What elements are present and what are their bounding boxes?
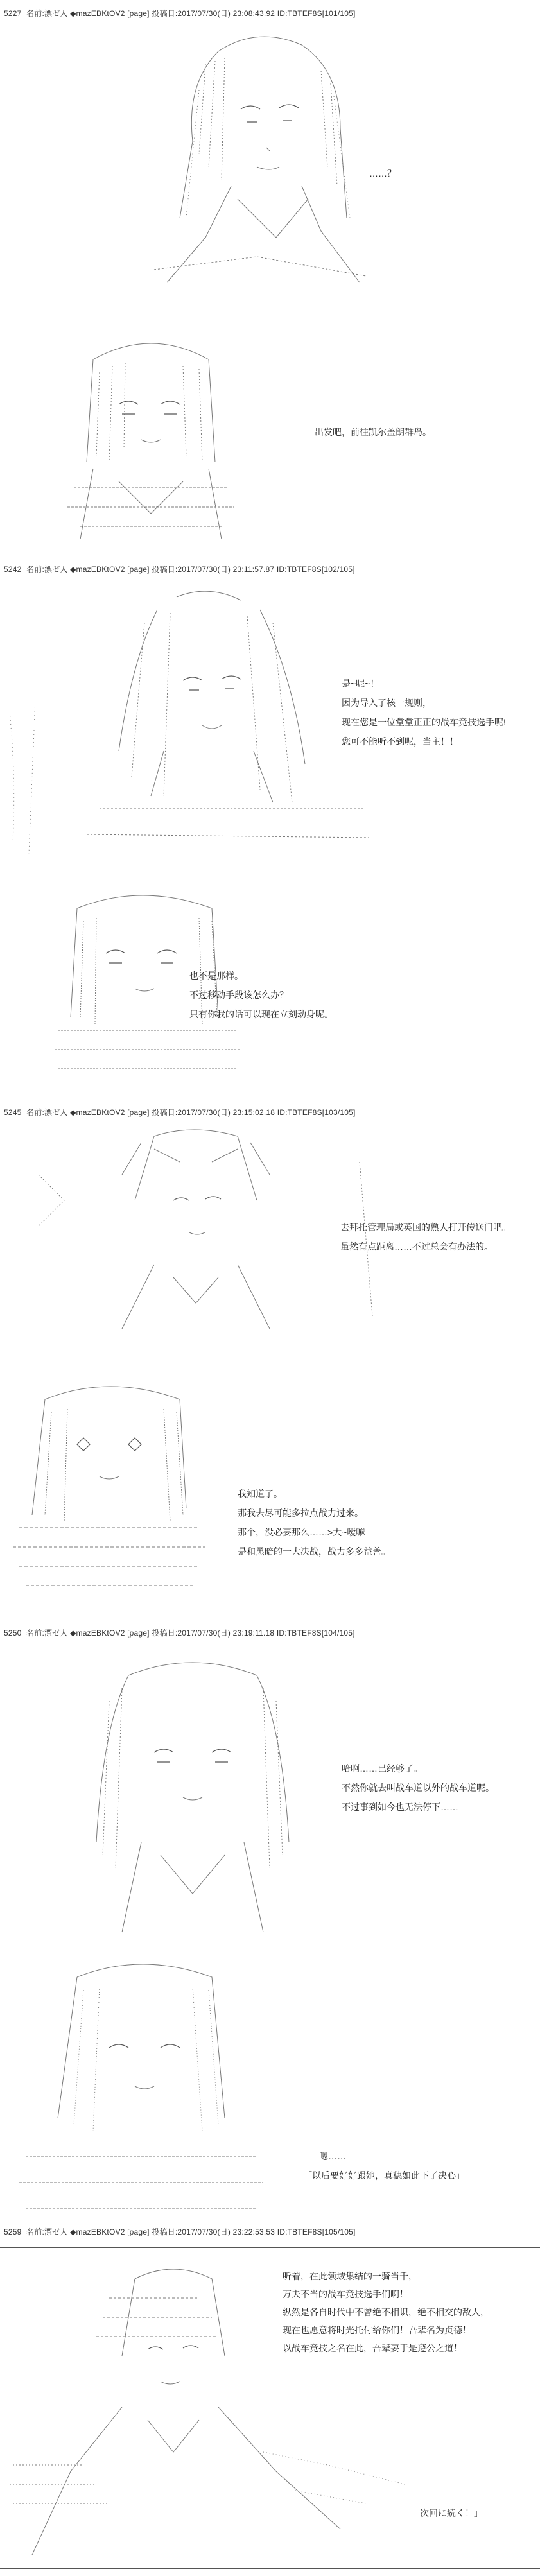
ascii-art-character-maid — [3, 584, 376, 860]
dialog-block — [315, 422, 431, 442]
page-link[interactable]: [page] — [127, 2227, 150, 2236]
dialog-block — [411, 2503, 483, 2523]
post-name-label: 名前: — [26, 565, 44, 574]
dialog-line: 只有你我的话可以现在立刻动身呢。 — [189, 1009, 333, 1019]
post-header — [4, 1107, 356, 1118]
post-number: 5242 — [4, 565, 22, 574]
dialog-block — [283, 2267, 489, 2357]
ascii-art-character-girl — [55, 334, 247, 539]
post-progress: [103/105] — [322, 1108, 356, 1117]
post-name-label: 名前: — [26, 9, 44, 18]
dialog-line: 是和黑暗的一大决战，战力多多益善。 — [238, 1546, 390, 1557]
dialog-line: 出发吧，前往凯尔盖朗群岛。 — [315, 427, 431, 437]
dialog-line: 听着，在此领域集结的一骑当千， — [283, 2271, 417, 2281]
post-author: 漂ゼ人 ◆mazEBKtOV2 — [44, 1629, 125, 1638]
dialog-line: ……？ — [369, 168, 396, 178]
post-header — [4, 8, 356, 19]
post-author: 漂ゼ人 ◆mazEBKtOV2 — [44, 9, 125, 18]
post-progress: [105/105] — [322, 2227, 356, 2236]
dialog-line: 不过事到如今也无法停下…… — [342, 1802, 458, 1812]
dialog-line: 万夫不当的战车竞技选手们啊！ — [283, 2289, 408, 2299]
post-number: 5250 — [4, 1629, 22, 1638]
dialog-block — [369, 164, 396, 183]
post-header — [4, 1627, 355, 1638]
post-number: 5259 — [4, 2227, 22, 2236]
post-author: 漂ゼ人 ◆mazEBKtOV2 — [44, 1108, 125, 1117]
section-divider — [0, 2247, 540, 2248]
post-progress: [104/105] — [321, 1629, 355, 1638]
page-link[interactable]: [page] — [127, 1108, 150, 1117]
post-date: 投稿日:2017/07/30(日) 23:15:02.18 — [152, 1108, 275, 1117]
dialog-block — [342, 1759, 494, 1817]
dialog-line: 去拜托管理局或英国的熟人打开传送门吧。 — [340, 1222, 511, 1232]
page-link[interactable]: [page] — [127, 1629, 150, 1638]
dialog-line: 我知道了。 — [238, 1489, 283, 1499]
dialog-line: 「次回に続く！」 — [411, 2508, 483, 2518]
dialog-line: 那我去尽可能多拉点战力过来。 — [238, 1508, 363, 1518]
dialog-block — [342, 674, 506, 751]
post-header — [4, 2226, 356, 2237]
dialog-line: 现在也愿意将时光托付给你们！吾辈名为贞德！ — [283, 2325, 471, 2335]
post-id: ID:TBTEF8S — [277, 1108, 322, 1117]
post-progress: [101/105] — [322, 9, 356, 18]
post-id: ID:TBTEF8S — [276, 565, 322, 574]
post-name-label: 名前: — [26, 1108, 44, 1117]
post-id: ID:TBTEF8S — [277, 2227, 322, 2236]
post-header — [4, 564, 355, 575]
page-link[interactable]: [page] — [127, 565, 150, 574]
dialog-line: 现在您是一位堂堂正正的战车竞技选手呢! — [342, 717, 506, 727]
post-name-label: 名前: — [26, 1629, 44, 1638]
post-number: 5227 — [4, 9, 22, 18]
page-link[interactable]: [page] — [127, 9, 150, 18]
dialog-line: 哈啊……已经够了。 — [342, 1763, 422, 1774]
dialog-line: 您可不能听不到呢，当主！！ — [342, 736, 458, 747]
post-date: 投稿日:2017/07/30(日) 23:22:53.53 — [152, 2227, 275, 2236]
dialog-block — [189, 966, 333, 1024]
post-author: 漂ゼ人 ◆mazEBKtOV2 — [44, 2227, 125, 2236]
dialog-line: 那个，没必要那么……>大~嗳嘛 — [238, 1527, 365, 1537]
dialog-line: 虽然有点距离……不过总会有办法的。 — [340, 1241, 493, 1252]
post-date: 投稿日:2017/07/30(日) 23:08:43.92 — [152, 9, 275, 18]
dialog-line: 因为导入了核一规则， — [342, 698, 431, 708]
dialog-block — [303, 2147, 465, 2185]
post-date: 投稿日:2017/07/30(日) 23:19:11.18 — [152, 1629, 275, 1638]
post-date: 投稿日:2017/07/30(日) 23:11:57.87 — [152, 565, 275, 574]
post-id: ID:TBTEF8S — [276, 1629, 322, 1638]
dialog-line: 嗯…… — [319, 2151, 346, 2161]
post-number: 5245 — [4, 1108, 22, 1117]
dialog-line: 纵然是各自时代中不曾绝不相识，绝不相交的敌人， — [283, 2307, 489, 2317]
ascii-art-character-longhair — [77, 1650, 308, 1939]
dialog-block — [340, 1218, 511, 1256]
section-divider — [0, 2568, 540, 2569]
post-progress: [102/105] — [321, 565, 355, 574]
post-author: 漂ゼ人 ◆mazEBKtOV2 — [44, 565, 125, 574]
post-name-label: 名前: — [26, 2227, 44, 2236]
dialog-block — [238, 1484, 390, 1561]
dialog-line: 不过移动手段该怎么办？ — [189, 990, 288, 1000]
post-id: ID:TBTEF8S — [277, 9, 322, 18]
ascii-art-character-boy — [26, 1123, 385, 1335]
dialog-line: 也不是那样。 — [189, 971, 243, 981]
ascii-art-character-girl-sparkle — [6, 1380, 212, 1592]
dialog-line: 「以后要好好跟她，真穗如此下了决心」 — [303, 2170, 465, 2181]
dialog-line: 是~呢~！ — [342, 679, 379, 689]
dialog-line: 不然你就去叫战车道以外的战车道呢。 — [342, 1783, 494, 1793]
ascii-art-character-lady — [128, 26, 385, 295]
dialog-line: 以战车竞技之名在此，吾辈要于是遵公之道！ — [283, 2343, 462, 2353]
ascii-art-character-girl-3 — [13, 1951, 270, 2234]
